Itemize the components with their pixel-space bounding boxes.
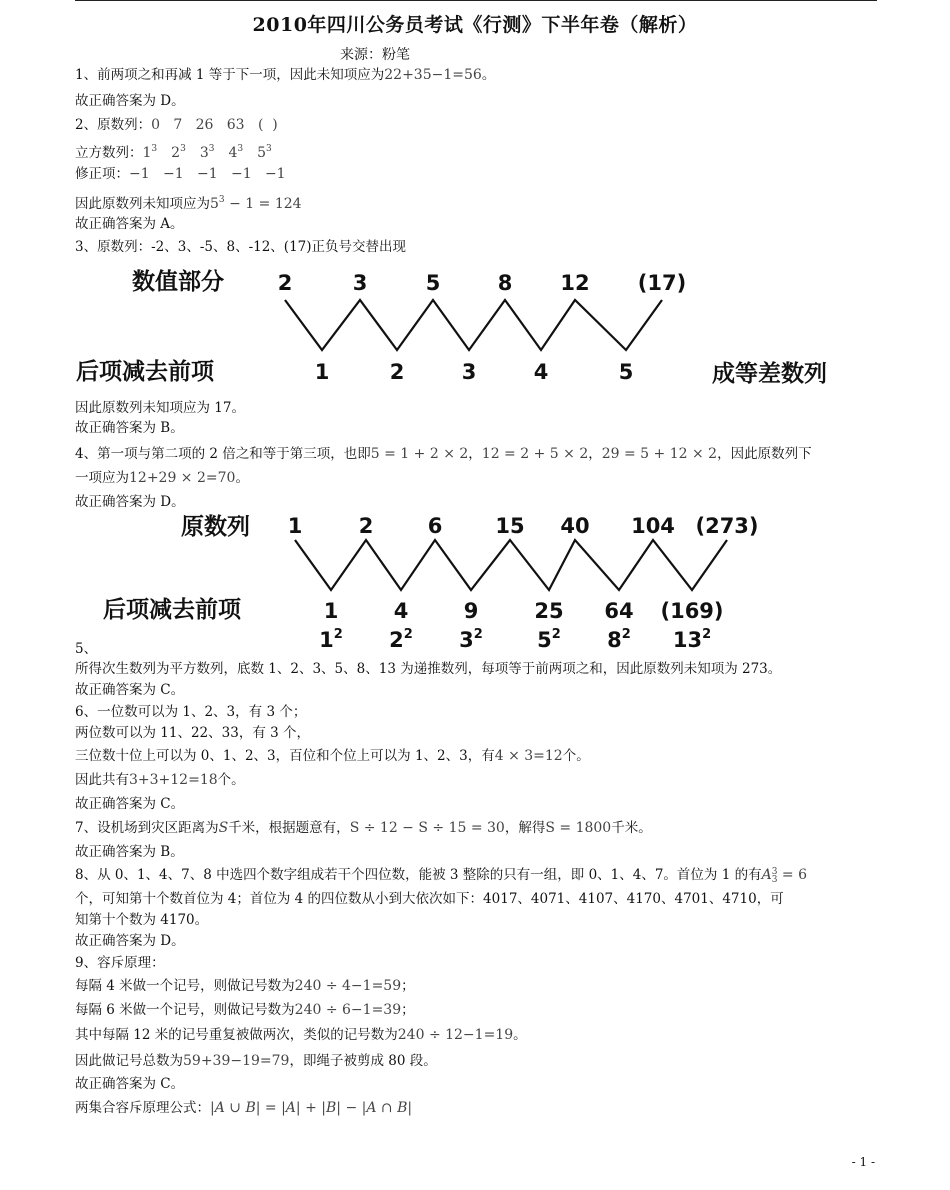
q3-answer: 故正确答案为 B。	[75, 420, 184, 436]
q2-fix: 修正项：−1 −1 −1 −1 −1	[75, 166, 286, 182]
q5-text: 所得次生数列为平方数列，底数 1、2、3、5、8、13 为递推数列，每项等于前两项之和，因此原数列未知项为 273。	[75, 661, 782, 677]
q5-square-values	[319, 627, 711, 652]
q5-bottom-label: 后项减去前项	[103, 597, 241, 623]
q5-square-value: $2^2$	[389, 627, 413, 652]
page-title: 2010年四川公务员考试《行测》下半年卷（解析）	[252, 14, 698, 36]
q6-l4: 因此共有3+3+12=18个。	[75, 772, 245, 788]
q7-answer: 故正确答案为 B。	[75, 844, 184, 860]
q5-diagram	[95, 510, 795, 655]
q5-top-values	[288, 514, 759, 538]
q3-top-values	[278, 271, 687, 295]
q6-l1: 6、一位数可以为 1、2、3，有 3 个；	[75, 704, 307, 720]
q2-cube-seq	[143, 145, 286, 161]
cube-term: $5^3$	[257, 144, 272, 161]
page-number: - 1 -	[851, 1155, 875, 1169]
q3-diagram	[70, 262, 880, 392]
q5-top-value: 104	[631, 514, 675, 538]
q3-top-value: 5	[425, 271, 441, 295]
q5-bottom-value: (169)	[660, 599, 724, 623]
q2-answer: 故正确答案为 A。	[75, 216, 184, 232]
q8-l1: 8、从 0、1、4、7、8 中选四个数字组成若干个四位数，能被 3 整除的只有一组，即 0、1、4、7。首位为 1 的有A3 3 = 6	[75, 866, 808, 885]
source-line: 来源：粉笔	[340, 47, 410, 63]
cube-term: $2^3$	[171, 144, 186, 161]
q3-line: 3、原数列：-2、3、-5、8、-12、(17)正负号交替出现	[75, 239, 407, 255]
q9-answer: 故正确答案为 C。	[75, 1076, 185, 1092]
cube-term: $1^3$	[142, 144, 158, 161]
q3-bottom-value: 3	[461, 360, 477, 384]
q5-top-value: 15	[495, 514, 525, 538]
q5-top-label: 原数列	[181, 514, 250, 540]
q5-zigzag	[295, 540, 727, 590]
q2-conclusion: 因此原数列未知项应为$5^3 - 1 = 124$	[75, 195, 302, 212]
q9-l6: 两集合容斥原理公式：|A ∪ B| = |A| + |B| − |A ∩ B|	[75, 1100, 413, 1116]
q3-right-label: 成等差数列	[712, 361, 827, 387]
q1-answer: 故正确答案为 D。	[75, 93, 185, 109]
q8-l2: 个，可知第十个数首位为 4；首位为 4 的四位数从小到大依次如下：4017、4071、4107、4170、4701、4710，可	[75, 891, 784, 907]
q8-l3: 知第十个数为 4170。	[75, 912, 209, 928]
q1-line: 1、前两项之和再减 1 等于下一项，因此未知项应为22+35−1=56。	[75, 67, 496, 83]
q4-line2: 一项应为12+29 × 2=70。	[75, 470, 249, 486]
q5-bottom-value: 25	[534, 599, 564, 623]
q9-l5: 因此做记号总数为59+39−19=79，即绳子被剪成 80 段。	[75, 1053, 437, 1069]
q5-answer: 故正确答案为 C。	[75, 682, 185, 698]
q5-num: 5、	[75, 641, 98, 657]
q5-top-value: 6	[427, 514, 443, 538]
q5-bottom-value: 9	[463, 599, 479, 623]
q5-bottom-values	[324, 599, 724, 623]
q5-square-value: $3^2$	[459, 627, 483, 652]
q3-top-value: 2	[277, 271, 293, 295]
q4-line1: 4、第一项与第二项的 2 倍之和等于第三项，也即5 = 1 + 2 × 2，12 = 2 + 5 × 2，29 = 5 + 12 × 2，因此原数列下	[75, 446, 812, 462]
q2-cubes: 立方数列：$1^3$ $2^3$ $3^3$ $4^3$ $5^3$	[75, 140, 286, 162]
q5-bottom-value: 4	[393, 599, 409, 623]
q5-bottom-value: 1	[323, 599, 339, 623]
q3-bottom-value: 2	[389, 360, 405, 384]
q3-top-value: (17)	[637, 271, 687, 295]
q5-square-value: $1^2$	[319, 627, 343, 652]
q9-l4: 其中每隔 12 米的记号重复被做两次，类似的记号数为240 ÷ 12−1=19。	[75, 1027, 527, 1043]
q3-top-label: 数值部分	[132, 269, 224, 295]
q8-answer: 故正确答案为 D。	[75, 933, 185, 949]
q4-answer: 故正确答案为 D。	[75, 494, 185, 510]
q5-bottom-value: 64	[604, 599, 634, 623]
q3-conclusion: 因此原数列未知项应为 17。	[75, 400, 245, 416]
cube-term: $4^3$	[228, 144, 244, 161]
q9-l2: 每隔 4 米做一个记号，则做记号数为240 ÷ 4−1=59；	[75, 978, 415, 994]
q3-bottom-value: 5	[618, 360, 634, 384]
q6-answer: 故正确答案为 C。	[75, 796, 185, 812]
q9-l1: 9、容斥原理：	[75, 955, 165, 971]
q6-l3: 三位数十位上可以为 0、1、2、3，百位和个位上可以为 1、2、3，有4 × 3=12个。	[75, 748, 590, 764]
q3-bottom-value: 4	[533, 360, 549, 384]
q5-square-value: $13^2$	[672, 627, 712, 652]
q3-bottom-label: 后项减去前项	[76, 359, 214, 385]
q5-square-value: $8^2$	[607, 627, 631, 652]
q9-l3: 每隔 6 米做一个记号，则做记号数为240 ÷ 6−1=39；	[75, 1002, 415, 1018]
q7-line: 7、设机场到灾区距离为S千米，根据题意有，S ÷ 12 − S ÷ 15 = 30，解得S = 1800千米。	[75, 820, 652, 836]
q5-square-value: $5^2$	[537, 627, 561, 652]
q3-bottom-value: 1	[314, 360, 330, 384]
q5-top-value: (273)	[695, 514, 759, 538]
q3-bottom-values	[315, 360, 634, 384]
q3-top-value: 3	[352, 271, 368, 295]
q3-top-value: 12	[560, 271, 590, 295]
q3-zigzag	[285, 300, 662, 350]
q5-top-value: 2	[358, 514, 374, 538]
q3-top-value: 8	[497, 271, 513, 295]
q5-top-value: 1	[287, 514, 303, 538]
q6-l2: 两位数可以为 11、22、33，有 3 个，	[75, 725, 310, 741]
q5-top-value: 40	[560, 514, 590, 538]
header-rule	[75, 0, 877, 1]
cube-term: $3^3$	[199, 144, 215, 161]
q2-original: 2、原数列：0 7 26 63 ( )	[75, 117, 278, 133]
